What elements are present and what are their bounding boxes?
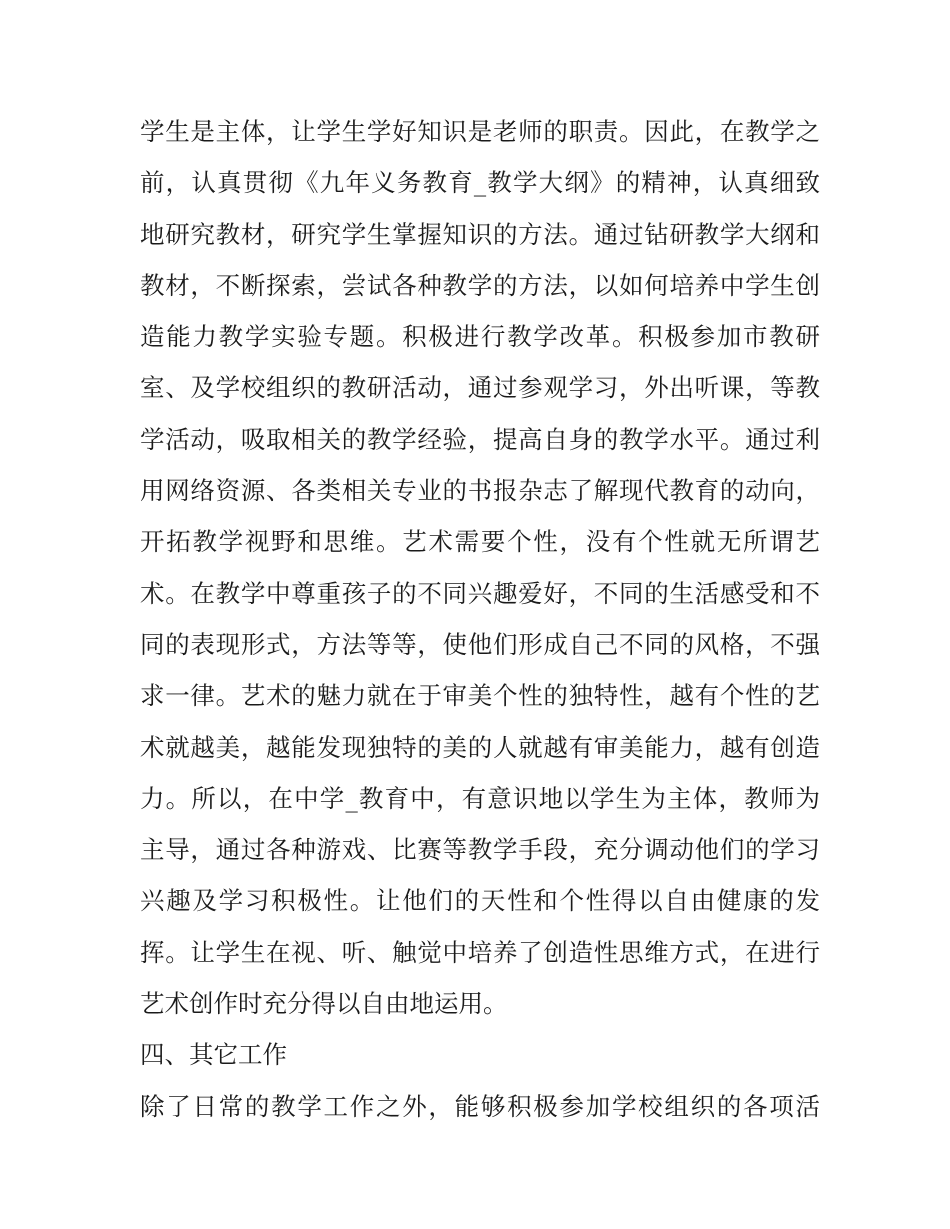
text-line: 前，认真贯彻《九年义务教育_教学大纲》的精神，认真细致 [140, 168, 822, 198]
section-heading: 四、其它工作 [140, 1040, 287, 1070]
text-line: 除了日常的教学工作之外，能够积极参加学校组织的各项活 [140, 1091, 822, 1121]
body-text [140, 106, 820, 1132]
text-line: 主导，通过各种游戏、比赛等教学手段，充分调动他们的学习 [140, 835, 821, 865]
text-line: 艺术创作时充分得以自由地运用。 [140, 989, 508, 1019]
text-line: 室、及学校组织的教研活动，通过参观学习，外出听课，等教 [140, 373, 821, 403]
text-line: 学活动，吸取相关的教学经验，提高自身的教学水平。通过利 [140, 424, 821, 454]
text-line: 开拓教学视野和思维。艺术需要个性，没有个性就无所谓艺 [140, 527, 822, 557]
text-line: 地研究教材，研究学生掌握知识的方法。通过钻研教学大纲和 [140, 219, 821, 249]
text-line: 用网络资源、各类相关专业的书报杂志了解现代教育的动向， [140, 476, 821, 506]
text-line: 同的表现形式，方法等等，使他们形成自己不同的风格，不强 [140, 629, 821, 659]
text-line: 术就越美，越能发现独特的美的人就越有审美能力，越有创造 [140, 732, 821, 762]
text-line: 兴趣及学习积极性。让他们的天性和个性得以自由健康的发 [140, 886, 822, 916]
text-line: 教材，不断探索，尝试各种教学的方法，以如何培养中学生创 [140, 270, 821, 300]
text-line: 术。在教学中尊重孩子的不同兴趣爱好，不同的生活感受和不 [140, 578, 821, 608]
text-line: 挥。让学生在视、听、触觉中培养了创造性思维方式，在进行 [140, 937, 821, 967]
text-line: 求一律。艺术的魅力就在于审美个性的独特性，越有个性的艺 [140, 681, 821, 711]
text-line: 造能力教学实验专题。积极进行教学改革。积极参加市教研 [140, 322, 822, 352]
text-line: 学生是主体，让学生学好知识是老师的职责。因此，在教学之 [140, 117, 821, 146]
text-line: 力。所以，在中学_教育中，有意识地以学生为主体，教师为 [140, 783, 822, 813]
